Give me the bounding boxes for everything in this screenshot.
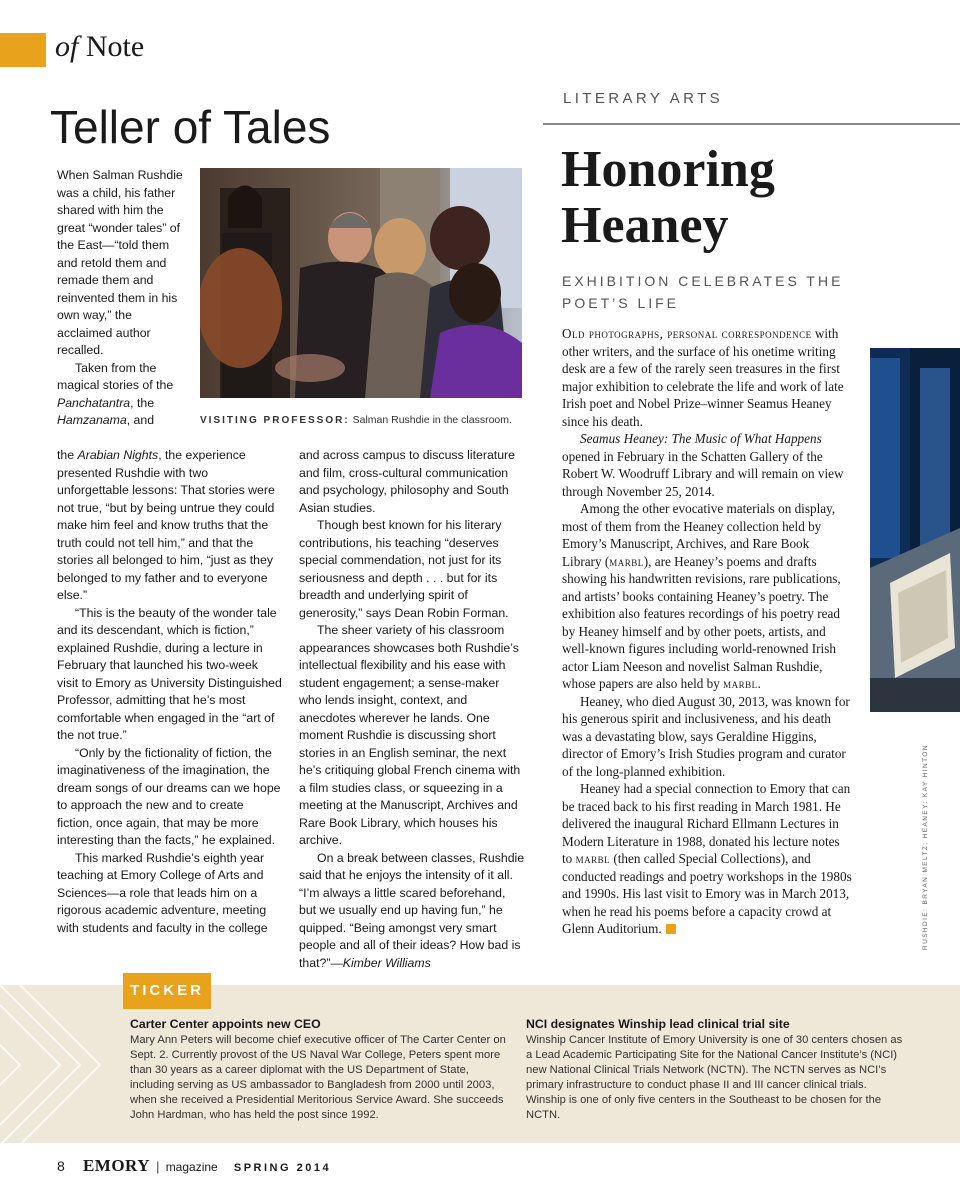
teller-paragraph: the Arabian Nights, the experience presented Rushdie with two unforgettable lessons: That stories were not true, “but by being untrue they could make him feel and know truths that the truth could not tell him,” and that the stories all belonged to him, “just as they belonged to my father and to everyone else.”	[57, 448, 275, 602]
teller-paragraph: When Salman Rushdie was a child, his father shared with him the great “wonder tales” of the East—“told them and retold them and remade them and reinvented them in his own way,” the acclaimed author recalled.	[57, 168, 183, 357]
magazine-label: magazine	[165, 1160, 218, 1174]
heaney-exhibition-photo	[870, 348, 960, 712]
section-title	[55, 30, 144, 64]
ticker-item-body: Mary Ann Peters will become chief executive officer of The Carter Center on Sept. 2. Currently provost of the US Naval War College, Peters spent more than 30 years as a career diplomat with the US Department of State, including serving as US ambassador to Bangladesh from 2000 until 2003, when she received a Presidential Meritorious Service Award. She succeeds John Hardman, who has held the post since 1992.	[130, 1034, 506, 1121]
teller-paragraph: The sheer variety of his classroom appearances showcases both Rushdie’s intellectual flexibility and his ease with student engagement; a sense-maker who lends insight, context, and anecdotes wherever he lands. One moment Rushdie is discussing short stories in an English seminar, the next he’s critiquing global French cinema with a film studies class, or squeezing in a meeting at the Manuscript, Archives and Rare Book Library, which houses his archive.	[299, 623, 521, 847]
teller-paragraph: Taken from the magical stories of the Panchatantra, the Hamzanama, and	[57, 360, 174, 427]
rushdie-classroom-photo	[200, 168, 522, 398]
heaney-paragraph: Old photographs, personal correspondence with other writers, and the surface of his onetime writing desk are a few of the rarely seen treasures in the first major exhibition to celebrate the life and work of late Irish poet and Nobel Prize–winner Seamus Heaney since his death.	[562, 326, 844, 429]
teller-paragraph: and across campus to discuss literature and film, cross-cultural communication and psychology, philosophy and South Asian studies.	[299, 448, 515, 515]
issue-label: SPRING 2014	[233, 1162, 332, 1174]
heaney-paragraph: Among the other evocative materials on display, most of them from the Heaney collection held by Emory’s Manuscript, Archives, and Rare Book Library (marbl), are Heaney’s poems and drafts showing his handwritten revisions, rare publications, and artists’ books containing Heaney’s poetry. The exhibition also features recordings of his poetry read by Heaney himself and by other poets, artists, and well-known figures including world-renowned Irish actor Liam Neeson and novelist Salman Rushdie, whose papers are also held by marbl.	[562, 501, 841, 691]
photo-caption	[200, 414, 530, 426]
page-number: 8	[57, 1158, 65, 1174]
page-footer	[57, 1156, 331, 1176]
caption-label: VISITING PROFESSOR:	[200, 415, 350, 426]
teller-paragraph: “Only by the fictionality of fiction, the imaginativeness of the imagination, the dream songs of our dreams can we hope to approach the new and to create fiction, once again, that may be more interesting than the facts,” he explained.	[57, 745, 281, 847]
teller-paragraph: On a break between classes, Rushdie said that he enjoys the intensity of it all. “I’m always a little scared beforehand, but we usually end up having fun,” he quipped. “Being amongst very smart people and all of their ideas? How bad is that?”—Kimber Williams	[299, 850, 525, 970]
caption-text: Salman Rushdie in the classroom.	[349, 414, 512, 426]
ticker-item	[526, 1017, 906, 1123]
heaney-deck: EXHIBITION CELEBRATES THE POET’S LIFE	[562, 273, 844, 311]
teller-column-1b	[57, 447, 282, 937]
ticker-item-body: Winship Cancer Institute of Emory University is one of 30 centers chosen as a Lead Academic Participating Site for the National Cancer Institute’s (NCI) new National Clinical Trials Network (NCTN). The NCTN serves as NCI’s primary infrastructure to conduct phase II and III cancer clinical trials. Winship is one of only five centers in the Southeast to be chosen for the NCTN.	[526, 1034, 903, 1121]
footer-separator: |	[156, 1159, 160, 1174]
byline: —Kimber Williams	[330, 955, 431, 970]
ticker-item	[130, 1017, 506, 1123]
end-mark-icon	[666, 924, 676, 934]
heaney-kicker: LITERARY ARTS	[563, 90, 724, 107]
exhibition-photo-illustration	[870, 348, 960, 712]
ticker-item-title: NCI designates Winship lead clinical trial site	[526, 1017, 790, 1031]
heaney-paragraph: Heaney had a special connection to Emory that can be traced back to his first reading in March 1981. He delivered the inaugural Richard Ellmann Lectures in Modern Literature in 1988, donated his lecture notes to marbl (then called Special Collections), and conducted readings and poetry workshops in the 1980s and 1990s. His last visit to Emory was in March 2013, when he read his poems before a capacity crowd at Glenn Auditorium.	[562, 781, 852, 936]
teller-column-2	[299, 447, 525, 972]
classroom-photo-illustration	[200, 168, 522, 398]
magazine-brand: EMORY	[82, 1156, 151, 1175]
teller-headline: Teller of Tales	[50, 101, 331, 153]
ticker-item-title: Carter Center appoints new CEO	[130, 1017, 321, 1031]
teller-column-1a	[57, 167, 187, 430]
photo-credit: RUSHDIE: BRYAN MELTZ; HEANEY: KAY HINTON	[922, 744, 929, 950]
heaney-headline: Honoring Heaney	[561, 141, 775, 254]
heaney-column	[562, 325, 852, 938]
ticker-label: TICKER	[123, 973, 211, 1009]
header-rule	[543, 123, 960, 125]
section-prefix: of	[55, 30, 79, 63]
teller-paragraph: This marked Rushdie’s eighth year teaching at Emory College of Arts and Sciences—a role that leads him on a rigorous academic adventure, meeting with students and faculty in the college	[57, 850, 268, 935]
teller-paragraph: “This is the beauty of the wonder tale and its descendant, which is fiction,” explained Rushdie, during a lecture in February that launched his two-week visit to Emory as University Distinguished Professor, admitting that he’s most comfortable when engaged in the “art of the not true.”	[57, 605, 282, 742]
section-name: Note	[85, 30, 145, 63]
heaney-paragraph: Heaney, who died August 30, 2013, was known for his generous spirit and inclusiveness, and his death was a devastating blow, says Geraldine Higgins, director of Emory’s Irish Studies program and curator of the long-planned exhibition.	[562, 693, 850, 779]
teller-paragraph: Though best known for his literary contributions, his teaching “deserves special commendation, not just for its seriousness and depth . . . but for its breadth and underlying spirit of generosity,” says Dean Robin Forman.	[299, 518, 509, 620]
section-color-tab	[0, 33, 46, 67]
heaney-paragraph: Seamus Heaney: The Music of What Happens opened in February in the Schatten Gallery of the Robert W. Woodruff Library and will remain on view through November 25, 2014.	[562, 431, 844, 499]
